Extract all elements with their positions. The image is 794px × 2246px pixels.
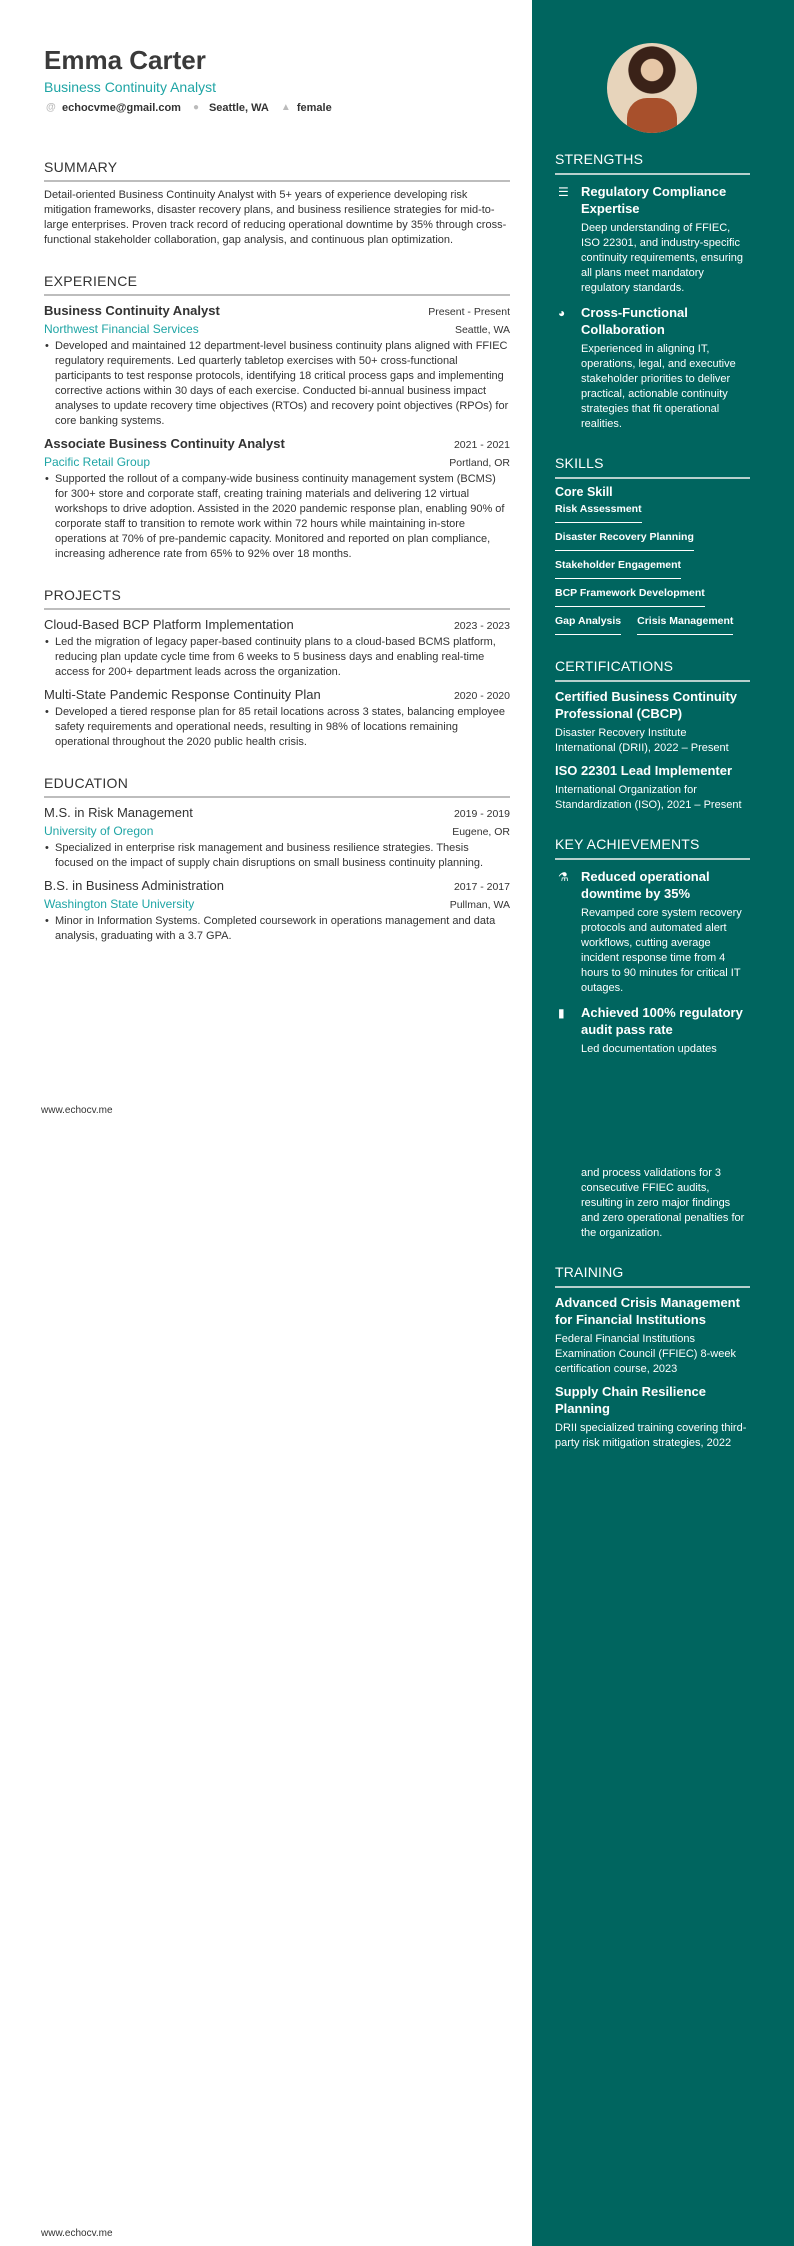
training-title: Advanced Crisis Management for Financial Institutions xyxy=(555,1295,740,1327)
strength-title: Cross-Functional Collaboration xyxy=(581,305,688,337)
school-location: Eugene, OR xyxy=(452,826,510,838)
project-entry xyxy=(44,616,510,680)
degree: M.S. in Risk Management xyxy=(44,805,193,820)
education-date: 2017 - 2017 xyxy=(453,881,510,893)
footer-link[interactable]: www.echocv.me xyxy=(41,1105,113,1116)
certifications-section xyxy=(555,657,750,813)
skill-category: Core Skill xyxy=(555,485,613,499)
skill-tag: Stakeholder Engagement xyxy=(555,559,681,579)
strength-item xyxy=(555,304,750,432)
profile-photo xyxy=(607,43,697,133)
company: Northwest Financial Services xyxy=(44,322,199,336)
education-section xyxy=(44,774,510,944)
job-location: Portland, OR xyxy=(449,457,510,469)
job-title: Associate Business Continuity Analyst xyxy=(44,436,285,451)
achievements-section xyxy=(555,835,750,1057)
project-entry xyxy=(44,686,510,750)
summary-section xyxy=(44,158,510,248)
bullet: • Developed and maintained 12 department-level business continuity plans aligned with FFIEC regulatory requirements. Led quarterly tabletop exercises with 50+ cross-functional participants to test response protocols, identifying 18 critical process gaps and implementing corrective actions within 30 days of each exercise. Conducted bi-annual business impact analyses to update recovery time objectives (RTOs) and recovery point objectives (RPOs) for core banking systems. xyxy=(44,339,510,429)
section-heading: PROJECTS xyxy=(44,586,510,610)
section-heading: SKILLS xyxy=(555,454,750,479)
experience-entry xyxy=(44,435,510,562)
section-heading: SUMMARY xyxy=(44,158,510,182)
skill-tag: Disaster Recovery Planning xyxy=(555,531,694,551)
summary-text: Detail-oriented Business Continuity Analyst with 5+ years of experience developing risk mitigation frameworks, disaster recovery plans, and business resilience strategies for mid-to-large enterprises. Proven track record of reducing operational downtime by 35% through cross-functional stakeholder collaboration, gap analysis, and continuous plan optimization. xyxy=(44,189,507,246)
strength-title: Regulatory Compliance Expertise xyxy=(581,184,727,216)
training-desc: Federal Financial Institutions Examination Council (FFIEC) 8-week certification course, 2023 xyxy=(555,1333,736,1375)
footer-link[interactable]: www.echocv.me xyxy=(41,2228,113,2239)
education-date: 2019 - 2019 xyxy=(453,808,510,820)
training-item xyxy=(555,1383,750,1451)
candidate-title: Business Continuity Analyst xyxy=(44,79,216,95)
sidebar-content-page2 xyxy=(555,1166,750,1451)
person-icon: ▲ xyxy=(280,102,291,113)
achievement-item xyxy=(555,868,750,996)
job-date: 2021 - 2021 xyxy=(453,439,510,451)
location-pin-icon: ● xyxy=(192,102,199,113)
achievement-title: Achieved 100% regulatory audit pass rate xyxy=(581,1005,743,1037)
section-heading: TRAINING xyxy=(555,1263,750,1288)
training-section xyxy=(555,1263,750,1451)
certification-item xyxy=(555,762,750,813)
project-date: 2020 - 2020 xyxy=(453,690,510,702)
achievement-item xyxy=(555,1004,750,1057)
file-icon: ▮ xyxy=(558,1006,565,1020)
strength-desc: Experienced in aligning IT, operations, legal, and executive stakeholder priorities to deliver practical, actionable continuity strategies that fit operational realities. xyxy=(581,343,736,430)
degree: B.S. in Business Administration xyxy=(44,878,224,893)
job-date: Present - Present xyxy=(428,306,510,318)
bullet: • Developed a tiered response plan for 85 retail locations across 3 states, balancing employee safety requirements and operational needs, resulting in 98% of locations remaining operational throughout the 2020 public health crisis. xyxy=(44,705,510,750)
strength-item xyxy=(555,183,750,296)
experience-entry xyxy=(44,302,510,429)
cert-title: Certified Business Continuity Professional (CBCP) xyxy=(555,689,738,721)
education-entry xyxy=(44,877,510,944)
job-location: Seattle, WA xyxy=(454,324,510,336)
cert-desc: Disaster Recovery Institute International (DRII), 2022 – Present xyxy=(555,727,729,754)
experience-section xyxy=(44,272,510,562)
section-heading: EXPERIENCE xyxy=(44,272,510,296)
school: University of Oregon xyxy=(44,824,154,838)
cert-title: ISO 22301 Lead Implementer xyxy=(555,763,733,778)
education-entry xyxy=(44,804,510,871)
section-heading: KEY ACHIEVEMENTS xyxy=(555,835,750,860)
achievement-desc: Led documentation updates xyxy=(581,1043,717,1055)
skill-tag: Risk Assessment xyxy=(555,503,642,523)
certification-item xyxy=(555,688,750,756)
pie-chart-icon: ◕ xyxy=(558,306,566,320)
contact-info xyxy=(46,102,510,114)
skills-section xyxy=(555,454,750,643)
skill-tag: Gap Analysis xyxy=(555,615,621,635)
achievement-desc-continued: and process validations for 3 consecutive FFIEC audits, resulting in zero major findings and zero operational penalties for the organization. xyxy=(581,1167,745,1239)
project-title: Cloud-Based BCP Platform Implementation xyxy=(44,617,294,632)
email[interactable]: echocvme@gmail.com xyxy=(62,102,181,114)
company: Pacific Retail Group xyxy=(44,455,151,469)
training-desc: DRII specialized training covering third-party risk mitigation strategies, 2022 xyxy=(555,1422,747,1449)
training-title: Supply Chain Resilience Planning xyxy=(555,1384,706,1416)
bullet: • Specialized in enterprise risk management and business resilience strategies. Thesis focused on the impact of supply chain disruptions on small business continuity planning. xyxy=(44,841,510,871)
training-item xyxy=(555,1294,750,1377)
gender: female xyxy=(296,102,332,114)
strength-desc: Deep understanding of FFIEC, ISO 22301, and industry-specific continuity requirements, ensuring all plans meet mandatory regulatory standards. xyxy=(581,222,744,294)
section-heading: CERTIFICATIONS xyxy=(555,657,750,682)
main-column xyxy=(44,44,510,944)
flask-icon: ⚗ xyxy=(558,870,569,884)
section-heading: STRENGTHS xyxy=(555,150,750,175)
sidebar-content xyxy=(555,150,750,1057)
section-heading: EDUCATION xyxy=(44,774,510,798)
at-icon: @ xyxy=(46,102,56,113)
skill-tag: BCP Framework Development xyxy=(555,587,705,607)
candidate-name: Emma Carter xyxy=(44,45,206,75)
bullet: • Minor in Information Systems. Completed coursework in operations management and data analysis, graduating with a 3.7 GPA. xyxy=(44,914,510,944)
project-date: 2023 - 2023 xyxy=(453,620,510,632)
list-icon: ☰ xyxy=(558,185,569,199)
job-title: Business Continuity Analyst xyxy=(44,303,220,318)
achievement-title: Reduced operational downtime by 35% xyxy=(581,869,710,901)
school: Washington State University xyxy=(44,897,195,911)
projects-section xyxy=(44,586,510,750)
bullet: • Supported the rollout of a company-wide business continuity management system (BCMS) for 300+ store and corporate staff, creating training materials and delivering 12 virtual workshops to drive adoption. Assisted in the 2020 pandemic response plan, enabling 90% of corporate staff to transition to remote work within 72 hours while maintaining in-store operations at 70% of pre-pandemic capacity. Monitored and reported on plan compliance, increasing adherence rate from 65% to 92% over 18 months. xyxy=(44,472,510,562)
school-location: Pullman, WA xyxy=(449,899,510,911)
project-title: Multi-State Pandemic Response Continuity Plan xyxy=(44,687,321,702)
achievement-desc: Revamped core system recovery protocols and automated alert workflows, cutting average incident response time from 4 hours to 90 minutes for critical IT outages. xyxy=(581,907,742,994)
location: Seattle, WA xyxy=(208,102,269,114)
cert-desc: International Organization for Standardization (ISO), 2021 – Present xyxy=(555,784,742,811)
skill-list xyxy=(555,503,750,643)
strengths-section xyxy=(555,150,750,432)
bullet: • Led the migration of legacy paper-based continuity plans to a cloud-based BCMS platform, reducing plan update cycle time from 6 weeks to 5 business days and enabling real-time access for 200+ department leads across the organization. xyxy=(44,635,510,680)
skill-tag: Crisis Management xyxy=(637,615,733,635)
